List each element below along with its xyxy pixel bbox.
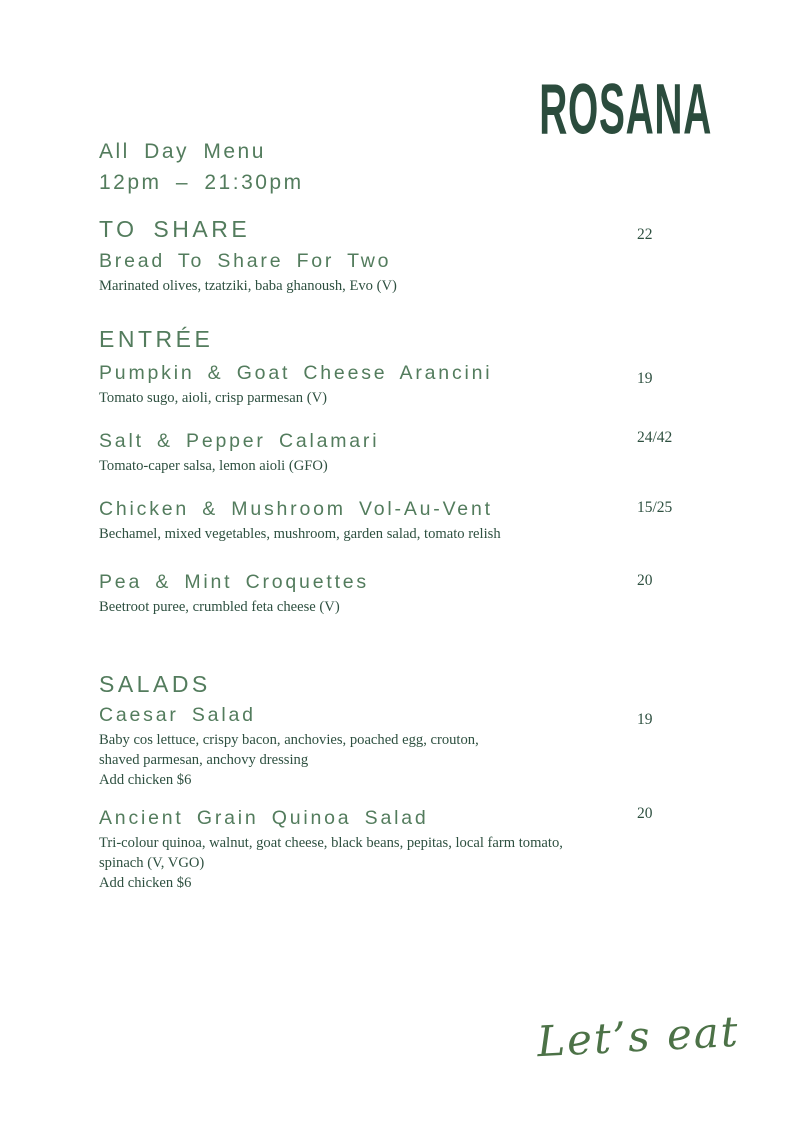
item-price: 19 [637, 711, 653, 728]
item-description: Baby cos lettuce, crispy bacon, anchovies, poached egg, crouton, [99, 732, 479, 748]
item-title: Pea & Mint Croquettes [99, 571, 369, 593]
item-title: Pumpkin & Goat Cheese Arancini [99, 362, 493, 384]
item-description: Beetroot puree, crumbled feta cheese (V) [99, 599, 340, 615]
item-description: Bechamel, mixed vegetables, mushroom, garden salad, tomato relish [99, 526, 501, 542]
item-title: Bread To Share For Two [99, 250, 392, 272]
item-price: 20 [637, 805, 653, 822]
menu-item-croquettes [99, 569, 739, 617]
section-salads [99, 669, 739, 893]
item-add-on: Add chicken $6 [99, 875, 192, 891]
item-price: 19 [637, 370, 653, 387]
item-title: Ancient Grain Quinoa Salad [99, 807, 429, 829]
item-description: shaved parmesan, anchovy dressing [99, 752, 309, 768]
menu-item-caesar-salad [99, 702, 739, 790]
item-title: Salt & Pepper Calamari [99, 430, 380, 452]
item-description: Tri-colour quinoa, walnut, goat cheese, black beans, pepitas, local farm tomato, [99, 835, 563, 851]
menu-item-bread-to-share [99, 226, 739, 296]
item-title: Chicken & Mushroom Vol-Au-Vent [99, 498, 493, 520]
item-description: Tomato sugo, aioli, crisp parmesan (V) [99, 390, 327, 406]
item-price: 20 [637, 572, 653, 589]
menu-item-vol-au-vent [99, 496, 739, 544]
item-description: spinach (V, VGO) [99, 855, 205, 871]
section-heading-entree: ENTRÉE [99, 326, 214, 352]
item-price: 24/42 [637, 429, 673, 446]
brand-name: ROSANA [539, 70, 712, 150]
item-description: Tomato-caper salsa, lemon aioli (GFO) [99, 458, 328, 474]
section-heading-salads: SALADS [99, 671, 211, 697]
item-title: Caesar Salad [99, 704, 256, 726]
item-add-on: Add chicken $6 [99, 772, 192, 788]
item-price: 15/25 [637, 499, 673, 516]
menu-title: All Day Menu [99, 140, 266, 163]
section-to-share [99, 214, 739, 296]
section-entree [99, 324, 739, 617]
menu-hours: 12pm – 21:30pm [99, 171, 304, 194]
item-price: 22 [637, 226, 653, 243]
brand-logo [539, 70, 712, 150]
signature-script: Let’s eat [536, 1006, 742, 1067]
menu-item-arancini [99, 360, 739, 408]
section-heading-to-share: TO SHARE [99, 216, 251, 242]
menu-item-quinoa-salad [99, 805, 739, 893]
menu-content [99, 136, 739, 893]
item-description: Marinated olives, tzatziki, baba ghanoush, Evo (V) [99, 278, 397, 294]
menu-item-calamari [99, 428, 739, 476]
